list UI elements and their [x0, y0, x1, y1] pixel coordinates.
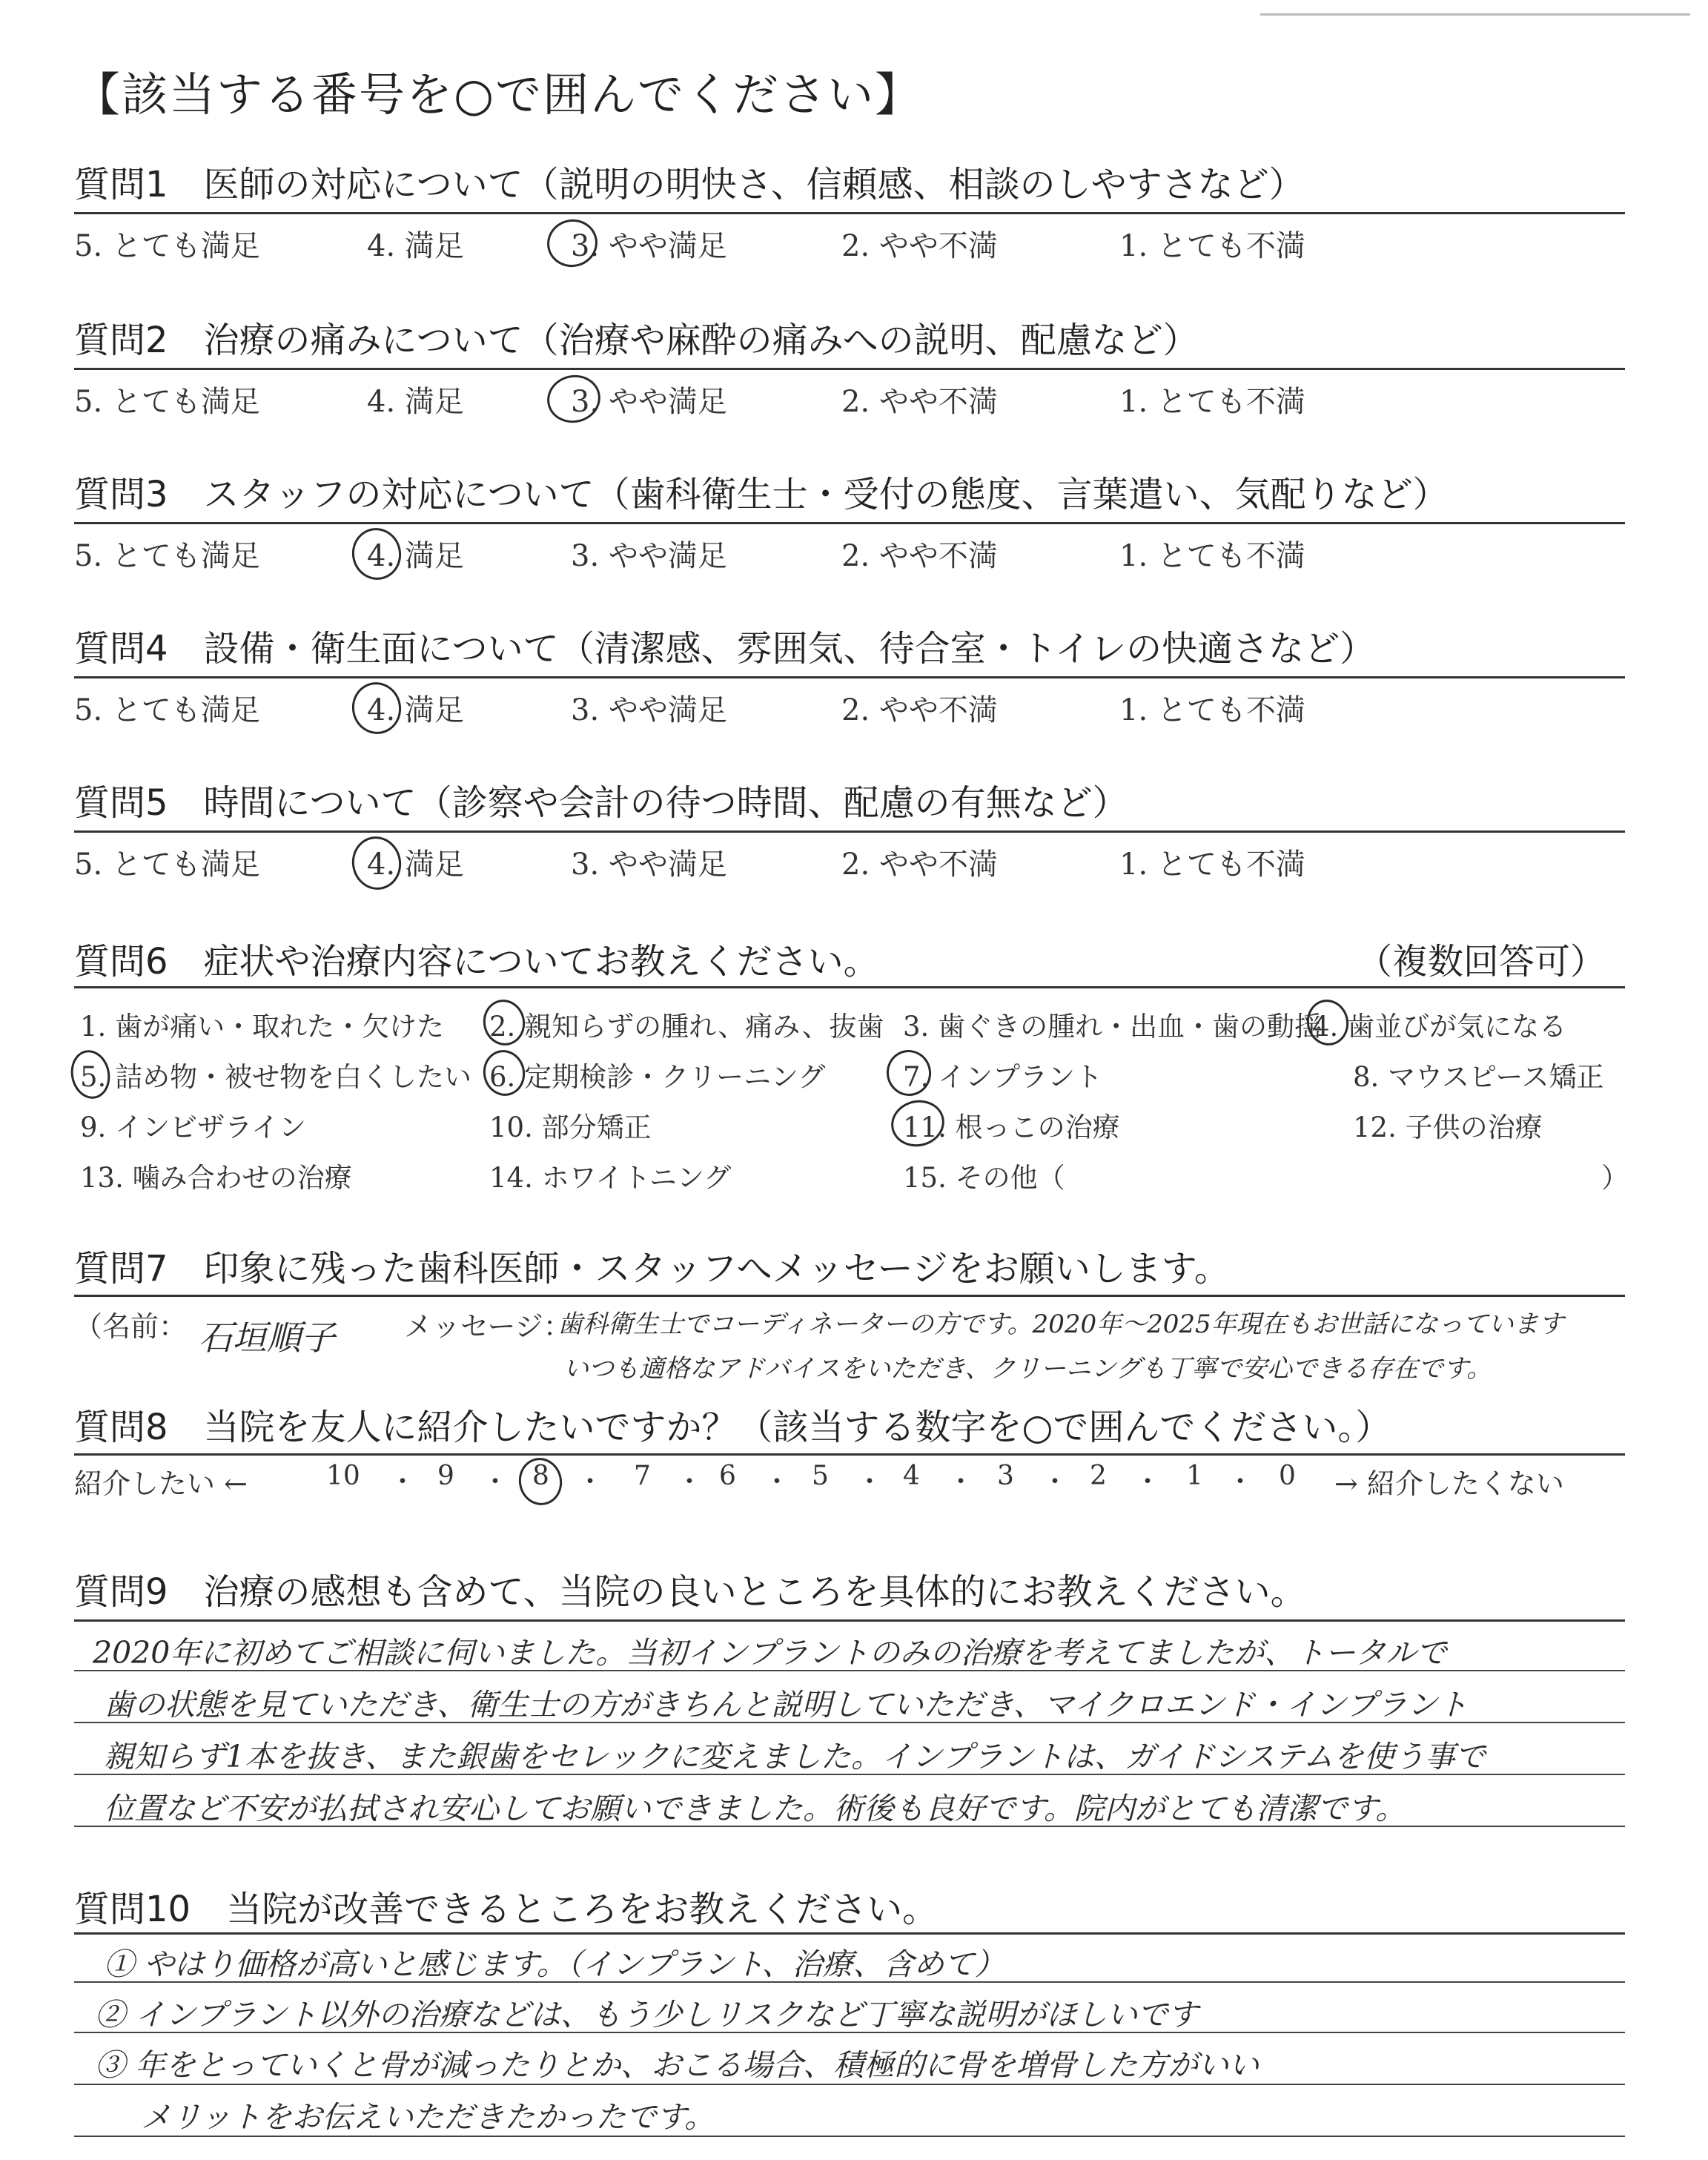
q8-scale-8[interactable]: 8	[532, 1461, 549, 1491]
q8-scale-3[interactable]: 3	[997, 1461, 1014, 1491]
q5-option-5[interactable]: 5. とても満足	[74, 848, 260, 882]
q3-title: 質問3 スタッフの対応について（歯科衛生士・受付の態度、言葉遣い、気配りなど）	[74, 474, 1449, 515]
q10-answer-line-1[interactable]: ① やはり価格が高いと感じます。（インプラント、治療、含めて）	[104, 1946, 1005, 1982]
q6-option-13[interactable]: 13. 噛み合わせの治療	[80, 1162, 352, 1194]
q2-option-4[interactable]: 4. 満足	[367, 385, 464, 419]
q6-option-12[interactable]: 12. 子供の治療	[1353, 1112, 1543, 1143]
q6-option-4[interactable]: 4. 歯並びが気になる	[1312, 1011, 1567, 1043]
q4-option-1[interactable]: 1. とても不満	[1119, 693, 1305, 727]
q6-multiple-note: （複数回答可）	[1357, 941, 1606, 982]
q8-scale-7[interactable]: 7	[634, 1461, 651, 1491]
q3-option-4[interactable]: 4. 満足	[367, 539, 464, 573]
q7-message-line-1[interactable]: 歯科衛生士でコーディネーターの方です。2020年〜2025年現在もお世話になっています	[557, 1309, 1564, 1339]
q2-option-3[interactable]: 3. やや満足	[571, 385, 727, 419]
q1-option-2[interactable]: 2. やや不満	[841, 229, 998, 263]
page-title: 【該当する番号を○で囲んでください】	[74, 67, 923, 122]
q3-option-1[interactable]: 1. とても不満	[1119, 539, 1305, 573]
q5-option-3[interactable]: 3. やや満足	[571, 848, 727, 882]
q6-option-1[interactable]: 1. 歯が痛い・取れた・欠けた	[80, 1011, 445, 1043]
q8-sep: ・	[764, 1467, 791, 1497]
q2-option-1[interactable]: 1. とても不満	[1119, 385, 1305, 419]
q8-sep: ・	[1134, 1467, 1162, 1497]
q6-option-14[interactable]: 14. ホワイトニング	[489, 1162, 732, 1194]
q8-scale-5[interactable]: 5	[812, 1461, 829, 1491]
q7-rule	[74, 1295, 1625, 1297]
q8-right-label: → 紹介したくない	[1334, 1467, 1564, 1500]
q8-scale-0[interactable]: 0	[1279, 1461, 1296, 1491]
q4-title: 質問4 設備・衛生面について（清潔感、雰囲気、待合室・トイレの快適さなど）	[74, 628, 1376, 670]
q4-option-4[interactable]: 4. 満足	[367, 693, 464, 727]
q4-option-3[interactable]: 3. やや満足	[571, 693, 727, 727]
q5-option-2[interactable]: 2. やや不満	[841, 848, 998, 882]
q6-option-6[interactable]: 6. 定期検診・クリーニング	[489, 1061, 826, 1093]
q2-option-5[interactable]: 5. とても満足	[74, 385, 260, 419]
q6-other-close-paren: ）	[1601, 1162, 1629, 1194]
q8-sep: ・	[482, 1467, 509, 1497]
q6-option-15[interactable]: 15. その他（	[903, 1162, 1065, 1194]
q7-name-label: （名前：	[74, 1310, 188, 1343]
q1-option-3[interactable]: 3. やや満足	[571, 229, 727, 263]
q2-title: 質問2 治療の痛みについて（治療や麻酔の痛みへの説明、配慮など）	[74, 320, 1199, 361]
q1-title: 質問1 医師の対応について（説明の明快さ、信頼感、相談のしやすさなど）	[74, 164, 1305, 205]
q9-answer-line-4[interactable]: 位置など不安が払拭され安心してお願いできました。術後も良好です。院内がとても清潔です。	[104, 1791, 1406, 1826]
q2-option-2[interactable]: 2. やや不満	[841, 385, 998, 419]
q4-option-5[interactable]: 5. とても満足	[74, 693, 260, 727]
q8-sep: ・	[947, 1467, 975, 1497]
q5-option-4[interactable]: 4. 満足	[367, 848, 464, 882]
q7-message-label: メッセージ：	[404, 1310, 572, 1343]
q2-rule	[74, 368, 1625, 370]
q5-option-1[interactable]: 1. とても不満	[1119, 848, 1305, 882]
q6-option-11[interactable]: 11. 根っこの治療	[903, 1112, 1120, 1143]
q6-option-5[interactable]: 5. 詰め物・被せ物を白くしたい	[80, 1061, 472, 1093]
q10-title: 質問10 当院が改善できるところをお教えください。	[74, 1889, 939, 1930]
q8-sep: ・	[1227, 1467, 1254, 1497]
q6-title: 質問6 症状や治療内容についてお教えください。	[74, 941, 879, 982]
q6-option-8[interactable]: 8. マウスピース矯正	[1353, 1061, 1604, 1093]
q6-option-3[interactable]: 3. 歯ぐきの腫れ・出血・歯の動揺	[903, 1011, 1323, 1043]
q5-title: 質問5 時間について（診察や会計の待つ時間、配慮の有無など）	[74, 782, 1128, 824]
q9-answer-line-3[interactable]: 親知らず1本を抜き、また銀歯をセレックに変えました。インプラントは、ガイドシステムを使う事で	[104, 1739, 1486, 1774]
q3-rule	[74, 522, 1625, 524]
q8-scale-1[interactable]: 1	[1186, 1461, 1203, 1491]
q6-option-10[interactable]: 10. 部分矯正	[489, 1112, 652, 1143]
q8-sep: ・	[1042, 1467, 1069, 1497]
q1-option-4[interactable]: 4. 満足	[367, 229, 464, 263]
q8-scale-9[interactable]: 9	[437, 1461, 454, 1491]
q7-name-value[interactable]: 石垣順子	[199, 1318, 335, 1358]
q8-title: 質問8 当院を友人に紹介したいですか？（該当する数字を○で囲んでください。）	[74, 1407, 1391, 1448]
q9-answer-line-2[interactable]: 歯の状態を見ていただき、衛生士の方がきちんと説明していただき、マイクロエンド・インプラント	[104, 1687, 1469, 1723]
q4-option-2[interactable]: 2. やや不満	[841, 693, 998, 727]
q6-option-9[interactable]: 9. インビザライン	[80, 1112, 306, 1143]
q7-title: 質問7 印象に残った歯科医師・スタッフへメッセージをお願いします。	[74, 1248, 1230, 1289]
q10-rule	[74, 1932, 1625, 1935]
top-edge-line	[1260, 13, 1690, 16]
q10-answer-line-4[interactable]: メリットをお伝えいただきたかったです。	[141, 2099, 715, 2135]
q3-option-5[interactable]: 5. とても満足	[74, 539, 260, 573]
q8-sep: ・	[389, 1467, 417, 1497]
q7-message-line-2[interactable]: いつも適格なアドバイスをいただき、クリーニングも丁寧で安心できる存在です。	[563, 1354, 1492, 1384]
q8-sep: ・	[577, 1467, 604, 1497]
q6-option-2[interactable]: 2. 親知らずの腫れ、痛み、抜歯	[489, 1011, 884, 1043]
q1-rule	[74, 212, 1625, 214]
q1-option-1[interactable]: 1. とても不満	[1119, 229, 1305, 263]
q8-left-label: 紹介したい ←	[74, 1467, 248, 1500]
q8-selection-circle	[514, 1454, 566, 1510]
q8-scale-6[interactable]: 6	[719, 1461, 736, 1491]
q9-title: 質問9 治療の感想も含めて、当院の良いところを具体的にお教えください。	[74, 1571, 1306, 1613]
q3-option-3[interactable]: 3. やや満足	[571, 539, 727, 573]
q10-answer-line-2[interactable]: ② インプラント以外の治療などは、もう少しリスクなど丁寧な説明がほしいです	[95, 1997, 1199, 2032]
q6-rule	[74, 986, 1625, 988]
q8-scale-4[interactable]: 4	[903, 1461, 920, 1491]
q1-option-5[interactable]: 5. とても満足	[74, 229, 260, 263]
q8-rule	[74, 1453, 1625, 1456]
q3-option-2[interactable]: 2. やや不満	[841, 539, 998, 573]
q8-scale-2[interactable]: 2	[1090, 1461, 1107, 1491]
q8-sep: ・	[676, 1467, 704, 1497]
q9-rule	[74, 1619, 1625, 1622]
q4-rule	[74, 676, 1625, 678]
q8-sep: ・	[856, 1467, 884, 1497]
q9-answer-line-1[interactable]: 2020年に初めてご相談に伺いました。当初インプラントのみの治療を考えてましたが、トータルで	[93, 1635, 1447, 1671]
q5-rule	[74, 830, 1625, 833]
q6-option-7[interactable]: 7. インプラント	[903, 1061, 1103, 1093]
q8-scale-10[interactable]: 10	[326, 1461, 360, 1491]
q10-answer-line-3[interactable]: ③ 年をとっていくと骨が減ったりとか、おこる場合、積極的に骨を増骨した方がいい	[95, 2047, 1260, 2083]
